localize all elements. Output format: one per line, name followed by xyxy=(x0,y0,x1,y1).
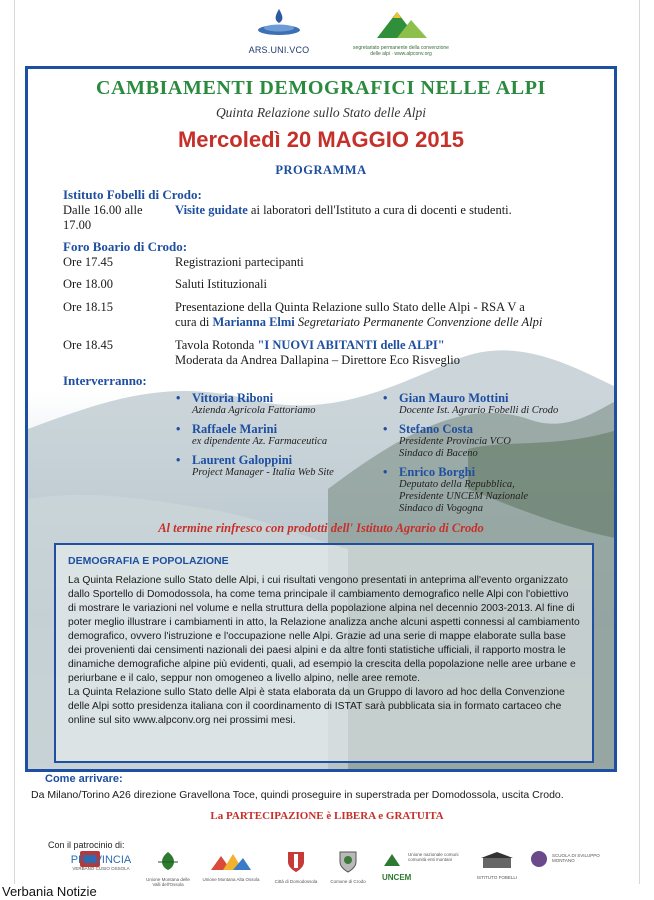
unione-cusio-logo xyxy=(202,850,260,884)
speaker-right-1 xyxy=(383,391,559,417)
uncem-logo xyxy=(382,850,466,884)
speaker-elmi: Marianna Elmi xyxy=(212,315,295,329)
foro-text-4-line2: Moderata da Andrea Dallapina – Direttore Eco Risveglio xyxy=(175,353,460,367)
uncem-icon xyxy=(382,850,404,868)
speaker-role-2: Sindaco di Baceno xyxy=(399,448,478,459)
bullet-icon: • xyxy=(176,391,181,405)
unione-ossola-logo xyxy=(146,850,190,887)
event-title: CAMBIAMENTI DEMOGRAFICI NELLE ALPI xyxy=(96,77,546,99)
rinfresco-note: Al termine rinfresco con prodotti dell' Istituto Agrario di Crodo xyxy=(158,521,484,535)
bullet-icon: • xyxy=(383,422,388,436)
programma-heading: PROGRAMMA xyxy=(275,163,367,177)
speaker-left-3 xyxy=(176,453,334,479)
speaker-name: Laurent Galoppini xyxy=(192,453,293,467)
crodo-logo xyxy=(326,850,370,884)
foro-text-3 xyxy=(175,300,615,330)
speaker-name: Enrico Borghi xyxy=(399,465,476,479)
demografia-box xyxy=(54,543,594,763)
scuola-caption: SCUOLA DI SVILUPPO MONTANO xyxy=(552,853,600,863)
provincia-caption: PROVINCIA xyxy=(70,854,132,866)
foro-text-4 xyxy=(175,338,615,368)
foro-text-4-line1 xyxy=(175,338,615,353)
unione-cusio-caption: Unione Montana Alta Ossola xyxy=(202,877,260,882)
fobelli-desc xyxy=(175,203,615,218)
bullet-icon: • xyxy=(383,465,388,479)
speaker-role: Presidente Provincia VCO xyxy=(399,436,511,447)
crest-icon xyxy=(338,850,358,874)
uncem-subcaption: Unione nazionale comuni comunità enti montani xyxy=(408,852,459,862)
unione-ossola-caption: Unione Montana delle Valli dell'Ossola xyxy=(146,877,190,887)
programme-frame xyxy=(25,66,617,772)
scuola-logo xyxy=(530,850,610,884)
box-line: dallo Sportello di Domodossola, ha come tema principale il cambiamento demografico nelle Alpi con l'obiettivo xyxy=(68,589,569,600)
fobelli-time: Dalle 16.00 alle 17.00 xyxy=(63,203,143,232)
speaker-name: Vittoria Riboni xyxy=(192,391,274,405)
box-line: delle Alpi sotto presidenza italiana con il coordinamento di ISTAT sarà pubblicata sia in formato cartaceo che xyxy=(68,701,562,712)
speaker-right-3 xyxy=(383,465,529,515)
speakers-heading: Interverranno: xyxy=(63,373,147,388)
box-line: La Quinta Relazione sullo Stato delle Alpi, i cui risultati vengono presentati in anteprima all'evento organizzato xyxy=(68,575,568,586)
speaker-role-2: Presidente UNCEM Nazionale xyxy=(399,491,529,502)
box-line: dei provenienti dai censimenti nazionali dei paesi alpini e da altre fonti statistiche ufficiali, il rapporto mostra le xyxy=(68,645,566,656)
patrocinio-label: Con il patrocinio di: xyxy=(48,840,125,850)
speaker-role: Docente Ist. Agrario Fobelli di Crodo xyxy=(399,405,559,416)
domodossola-logo xyxy=(274,850,318,884)
domodossola-caption: Città di Domodossola xyxy=(274,879,318,884)
building-icon xyxy=(479,850,515,870)
speaker-role: Azienda Agricola Fattoriamo xyxy=(192,405,316,416)
tavola-title: "I NUOVI ABITANTI delle ALPI" xyxy=(257,338,445,352)
box-line: di mostrare le variazioni nel volume e nella struttura della popolazione alpina nel decennio 2003-2013. Al fine di xyxy=(68,603,575,614)
foro-text-1: Registrazioni partecipanti xyxy=(175,255,304,269)
box-line: online sul sito www.alpconv.org nei prossimi mesi. xyxy=(68,715,296,726)
box-line: dinamiche demografiche alpine più evidenti, quali, ad esempio la crescita della popolazione nelle aree urbane e xyxy=(68,659,576,670)
foro-text-2: Saluti Istituzionali xyxy=(175,277,268,291)
speaker-role: Project Manager - Italia Web Site xyxy=(192,467,334,478)
foro-time-3: Ore 18.15 xyxy=(63,300,113,314)
box-line: La Quinta Relazione sullo Stato delle Alpi è stata elaborata da un Gruppo di lavoro ad hoc della Convenzione xyxy=(68,687,565,698)
water-drop-icon xyxy=(256,6,302,36)
uncem-caption: UNCEM xyxy=(382,873,412,882)
foro-time-2: Ore 18.00 xyxy=(63,277,113,291)
foro-heading: Foro Boario di Crodo: xyxy=(63,239,188,254)
bullet-icon: • xyxy=(383,391,388,405)
provincia-logo xyxy=(44,850,136,884)
ars-logo-caption: ARS.UNI.VCO xyxy=(248,45,310,55)
event-date: Mercoledì 20 MAGGIO 2015 xyxy=(177,127,465,152)
speaker-role: ex dipendente Az. Farmaceutica xyxy=(192,436,328,447)
poster xyxy=(14,0,640,884)
speaker-left-2 xyxy=(176,422,328,448)
speaker-name: Gian Mauro Mottini xyxy=(399,391,509,405)
provincia-subcaption: VERBANO CUSIO OSSOLA xyxy=(72,866,130,871)
box-line: periurbane e il calo, seppur non omogeneo a livello alpino, nelle aree remote. xyxy=(68,673,421,684)
ars-unicvo-logo xyxy=(243,6,315,64)
box-heading: DEMOGRAFIA E POPOLAZIONE xyxy=(68,555,229,567)
fobelli-logo xyxy=(470,850,524,884)
tavola-label: Tavola Rotonda xyxy=(175,338,258,352)
mountain-colour-icon xyxy=(209,850,253,872)
elmi-role: Segretariato Permanente Convenzione delle Alpi xyxy=(294,315,543,329)
credit-watermark: Verbania Notizie xyxy=(2,884,97,899)
foro-text-3-line1: Presentazione della Quinta Relazione sullo Stato delle Alpi - RSA V a xyxy=(175,300,525,314)
alpconv-caption: segretariato permanente della convenzione delle alpi · www.alpconv.org xyxy=(353,45,449,57)
fobelli-caption: ISTITUTO FOBELLI xyxy=(476,875,518,880)
leaf-icon xyxy=(154,850,182,872)
circle-seal-icon xyxy=(530,850,548,868)
speaker-role: Deputato della Repubblica, xyxy=(399,479,515,490)
fobelli-heading: Istituto Fobelli di Crodo: xyxy=(63,187,202,202)
speaker-name: Raffaele Marini xyxy=(192,422,278,436)
alpconv-logo xyxy=(351,8,451,64)
box-line: poter meglio illustrare i cambiamenti in atto, la Relazione analizza anche alcuni aspetti connessi al cambiamento xyxy=(68,617,580,628)
bullet-icon: • xyxy=(176,453,181,467)
shield-icon xyxy=(286,850,306,874)
foro-time-1: Ore 17.45 xyxy=(63,255,113,269)
bullet-icon: • xyxy=(176,422,181,436)
mountain-logo-icon xyxy=(371,8,431,40)
partecipazione-note: La PARTECIPAZIONE è LIBERA e GRATUITA xyxy=(210,810,444,822)
event-subtitle: Quinta Relazione sullo Stato delle Alpi xyxy=(215,105,427,120)
come-arrivare-text: Da Milano/Torino A26 direzione Gravellona Toce, quindi proseguire in superstrada per Domodossola, uscita Crodo. xyxy=(31,789,564,801)
fobelli-text: ai laboratori dell'Istituto a cura di docenti e studenti. xyxy=(247,203,512,217)
come-arrivare-heading: Come arrivare: xyxy=(45,773,123,785)
foro-text-3-line2 xyxy=(175,315,615,330)
speaker-left-1 xyxy=(176,391,316,417)
foro-time-4: Ore 18.45 xyxy=(63,338,113,352)
speaker-role-3: Sindaco di Vogogna xyxy=(399,503,483,514)
crodo-caption: Comune di Crodo xyxy=(330,879,366,884)
fobelli-row xyxy=(63,203,608,235)
speaker-right-2 xyxy=(383,422,511,460)
fobelli-bold: Visite guidate xyxy=(175,203,248,217)
speaker-name: Stefano Costa xyxy=(399,422,473,436)
box-line: demografico, ovvero l'istruzione e l'occupazione nelle Alpi. Grazie ad una serie di mappe elaborate sulla base xyxy=(68,631,566,642)
foro-pre: cura di xyxy=(175,315,213,329)
